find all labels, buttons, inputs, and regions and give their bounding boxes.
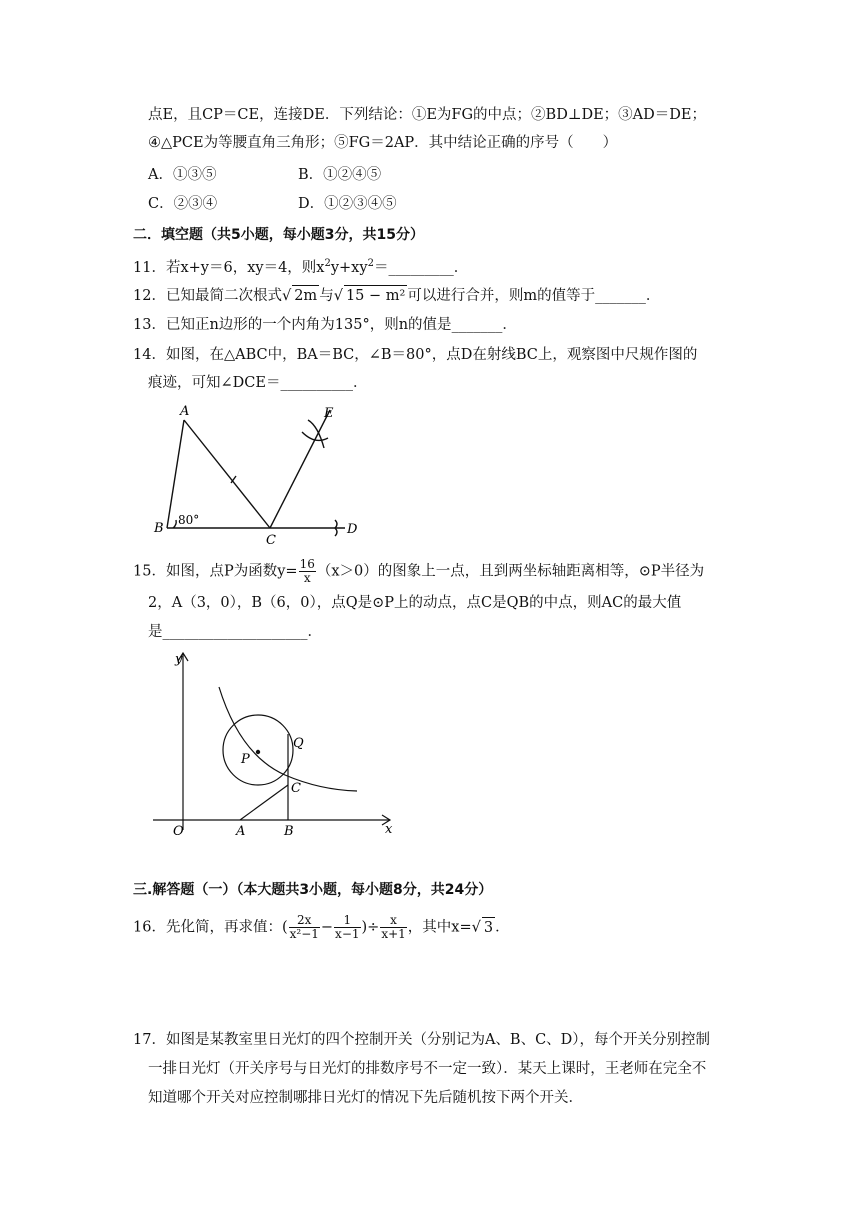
q15-frac-den: x (303, 571, 311, 585)
q15-line3-wrap (148, 622, 322, 642)
figure-15-circle-hyperbola (145, 645, 400, 840)
q12-mid: 与 (319, 288, 334, 304)
q16-f1-num: 2x (289, 914, 320, 928)
q15-line3: 是 (148, 624, 163, 640)
question-15 (133, 558, 704, 585)
fig14-angle-label: 80° (178, 513, 200, 527)
q17-number: 17． (133, 1032, 166, 1048)
q10-option-a: A．①③⑤ (148, 167, 217, 183)
fig15-center-dot (256, 750, 260, 754)
q14-line1: 如图，在△ABC中，BA＝BC，∠B＝80°，点D在射线BC上，观察图中尺规作图的 (165, 347, 698, 363)
q10-option-c: C．②③④ (148, 196, 218, 212)
q13-text: 已知正n边形的一个内角为135°，则n的值是 (165, 317, 452, 333)
q11-eq: ＝ (373, 259, 389, 276)
q15-line2: 2，A（3，0），B（6，0），点Q是⊙P上的动点，点C是QB的中点，则AC的最大值 (148, 595, 682, 611)
q16-number: 16． (133, 919, 166, 936)
q11-number: 11． (133, 259, 166, 276)
q11-mid: y+xy (330, 259, 368, 276)
q11-blank: _________ (388, 259, 454, 276)
q16-f3-num: x (380, 914, 406, 928)
q16-minus: − (320, 919, 334, 936)
fig14-label-a: A (180, 404, 190, 419)
q12-end: ． (645, 288, 661, 304)
question-11: 11．若x+y＝6，xy＝4，则$x^2y+xy^2=\_\_\_\_\_\_\_\_\_$． (133, 258, 469, 276)
question-12: 12．已知最简二次根式√ 2m 与√ 15 − m² 可以进行合并，则m的值等于_______． (133, 285, 660, 306)
q14-blank: __________ (280, 375, 353, 391)
fig15-label-b: B (284, 824, 294, 839)
q14-line2-wrap (148, 373, 367, 393)
q13-end: ． (502, 317, 517, 333)
q16-radicand: 3 (482, 917, 495, 938)
q11-pre: 若x+y＝6，xy＝4，则x (165, 259, 325, 276)
fig14-label-d: D (347, 522, 358, 537)
q16-f1-den: x²−1 (289, 927, 319, 941)
q12-pre: 已知最简二次根式 (165, 288, 282, 304)
q17-line2: 一排日光灯（开关序号与日光灯的排数序号不一定一致）．某天上课时，王老师在完全不 (148, 1061, 707, 1077)
q15-frac-num: 16 (299, 557, 315, 571)
q13-number: 13． (133, 317, 166, 333)
fig14-label-e: E (324, 406, 334, 421)
question-13 (133, 315, 517, 335)
fig15-axis-y: y (175, 652, 183, 667)
fig14-label-b: B (154, 521, 164, 536)
q10-option-d: D．①②③④⑤ (298, 196, 397, 212)
q16-end: ． (495, 919, 510, 936)
fig15-label-p: P (241, 752, 250, 767)
q15-number: 15． (133, 563, 166, 580)
q15-blank: ____________________ (162, 624, 308, 640)
q11-end: ． (453, 259, 469, 276)
q17-line1: 如图是某教室里日光灯的四个控制开关（分别记为A、B、C、D），每个开关分别控制 (165, 1032, 711, 1048)
q15-end: ． (307, 624, 322, 640)
q15-line1a: 如图，点P为函数y= (165, 563, 298, 580)
q16-f2-num: 1 (334, 914, 360, 928)
figure-14-triangle-construction (140, 400, 380, 545)
q12-blank: _______ (595, 288, 646, 304)
q10-line1: 点E，且CP＝CE，连接DE．下列结论：①E为FG的中点；②BD⊥DE；③AD＝DE； (148, 107, 706, 123)
section-answer-heading: 三.解答题（一）（本大题共3小题，每小题8分，共24分） (133, 882, 493, 898)
q13-blank: _______ (451, 317, 503, 333)
fig15-label-a: A (236, 824, 246, 839)
fig15-label-q: Q (293, 736, 304, 751)
question-14 (133, 345, 697, 365)
q16-f2-den: x−1 (335, 927, 360, 941)
q12-radicand-2: 15 − m² (344, 285, 407, 306)
q10-line2: ④△PCE为等腰直角三角形；⑤FG＝2AP．其中结论正确的序号（ ） (148, 135, 618, 151)
fig14-label-c: C (266, 533, 276, 545)
q14-number: 14． (133, 347, 166, 363)
q16-div: )÷ (361, 919, 380, 936)
fig15-label-c: C (291, 781, 301, 796)
q17-line3: 知道哪个开关对应控制哪排日光灯的情况下先后随机按下两个开关． (148, 1090, 583, 1106)
q14-line2: 痕迹，可知∠DCE＝ (148, 375, 281, 391)
fig15-origin: O (173, 824, 184, 839)
question-16: 16．先化简，再求值：( $\frac{2x}{\text{x²−1}}$ − $\frac{1}{x-1}$ )÷ $\frac{x}{x+1}$ ，其中x=√ 3 ． (133, 913, 510, 941)
fig15-axis-x: x (385, 822, 393, 837)
q12-radicand-1: 2m (292, 285, 319, 306)
q14-end: ． (352, 375, 368, 391)
q15-line1b: （x＞0）的图象上一点，且到两坐标轴距离相等，⊙P半径为 (316, 563, 705, 580)
q10-option-b: B．①②④⑤ (298, 167, 382, 183)
q16-post: ，其中x= (407, 919, 472, 936)
q12-post: 可以进行合并，则m的值等于 (407, 288, 596, 304)
q12-number: 12． (133, 288, 166, 304)
q16-pre: 先化简，再求值：( (165, 919, 288, 936)
question-17 (133, 1030, 710, 1050)
q16-f3-den: x+1 (381, 927, 406, 941)
section-fill-in-heading: 二．填空题（共5小题，每小题3分，共15分） (133, 227, 424, 243)
